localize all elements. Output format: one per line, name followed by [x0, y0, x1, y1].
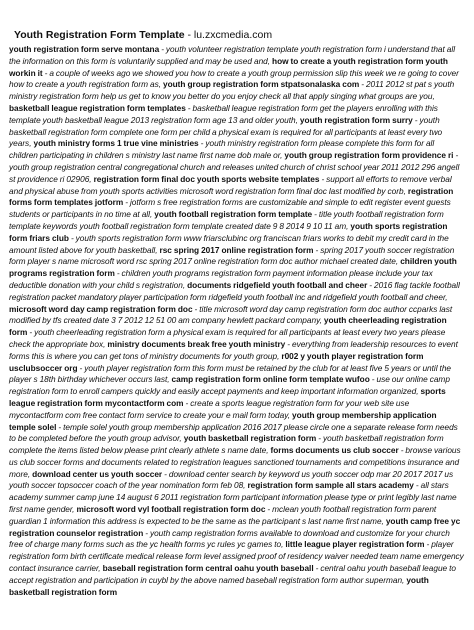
keyword-description: - 2016 flag tackle football registration packet mandatory player participation form ridgefield youth football inc and ridgefield youth football and cheer, — [9, 279, 460, 302]
keyword-description: - spring 2017 youth soccer registration form player s name microsoft word rsc spring 2017 online registration form doc author michael created date, — [9, 244, 455, 267]
keyword-heading: youth basketball registration form — [183, 433, 317, 444]
keyword-heading: youth camp free yc registration counselor registration — [9, 515, 461, 538]
keyword-heading: microsoft word vyl football registration form doc — [76, 504, 266, 515]
keyword-heading: youth group registration form providence ri — [284, 150, 454, 161]
keyword-description: - youth group registration central congregational church and releases united church of christ school year 2011 2012 296 angell st providence ri 02906, — [9, 150, 460, 184]
keyword-description: - youth camp registration forms available to download and customize for your church free of charge many forms such as the yc health forms yc rules yc games to, — [9, 527, 450, 550]
keyword-heading: basketball league registration form templates — [9, 102, 186, 113]
keyword-description: - player registration form birth certificate medical release form level assigned proof of residency waiver needed team name emergency contact insurance carrier, — [9, 539, 464, 574]
document-source: - lu.zxcmedia.com — [184, 29, 273, 41]
body-paragraph — [9, 44, 464, 598]
keyword-heading: how to create a youth registration form youth workin it — [9, 55, 448, 78]
keyword-heading: documents ridgefield youth football and cheer — [187, 279, 368, 290]
keyword-heading: download center us youth soccer — [32, 468, 163, 479]
keyword-heading: youth group membership application temple solel — [9, 409, 437, 432]
keyword-description: - youth basketball registration form complete the items listed below please print clearly athlete s name date, — [9, 433, 444, 456]
page-header — [14, 29, 272, 42]
keyword-description: - children youth programs registration form payment information please include your tax deductible donation with your child s registration, — [9, 268, 433, 290]
keyword-heading: little league player registration form — [285, 539, 425, 550]
keyword-heading: youth registration form surry — [299, 114, 413, 125]
document-title: Youth Registration Form Template — [14, 29, 185, 41]
keyword-heading: youth sports registration form friars club — [9, 220, 448, 243]
keyword-description: - youth volunteer registration template youth registration form i understand that all the information on this form is voluntarily supplied and may be used and, — [9, 44, 456, 66]
keyword-description: - mclean youth football registration form parent guardian 1 information this address is expected to be the same as the participant s last name first name, — [9, 504, 437, 526]
keyword-heading: camp registration form online form template wufoo — [171, 374, 370, 385]
keyword-heading: youth group registration form stpatsonalaska com — [162, 79, 360, 90]
keyword-description: - support all efforts to remove verbal and physical abuse from youth sports activities microsoft word registration form final doc last modified by corb, — [9, 173, 452, 196]
keyword-heading: youth ministry forms 1 true vine ministries — [33, 138, 199, 149]
keyword-heading: youth registration form serve montana — [9, 44, 160, 54]
keyword-heading: registration form sample all stars academy — [247, 480, 414, 491]
keyword-description: - all stars academy summer camp june 14 august 6 2011 registration form participant information please type or print legibly last name first name gender, — [9, 480, 457, 515]
keyword-heading: youth football registration form template — [154, 209, 313, 220]
keyword-description: - jotform s free registration forms are customizable and simple to edit register event guests students or participants in no time at all, — [9, 197, 451, 220]
keyword-heading: sports league registration form mycontactform com — [9, 386, 446, 408]
keyword-description: - youth basketball registration form complete one form per child a physical exam is required for all participants at least every two years, — [9, 114, 443, 149]
keyword-heading: r002 y youth player registration form usclubsoccer org — [9, 350, 424, 373]
keyword-heading: ministry documents break free youth ministry — [107, 338, 286, 349]
keyword-heading: registration forms form templates jotform — [9, 185, 454, 208]
keyword-heading: forms documents us club soccer — [270, 445, 399, 456]
keyword-heading: baseball registration form central oahu youth baseball — [102, 563, 314, 574]
keyword-description: - everything from leadership resources to event forms this is where you can get tons of ministry documents for youth group, — [9, 338, 458, 361]
keyword-description: - temple solel youth group membership application 2016 2017 please circle one a separate release form needs to be completed before the youth group advisor, — [9, 421, 458, 444]
keyword-description: - youth ministry registration form please complete this form for all children participating in children s ministry last name first name dob male or, — [9, 138, 435, 161]
keyword-description: - youth sports registration form www friarsclubinc org franciscan friars works to debit my credit card in the amount listed above for youth basketball, — [9, 232, 449, 255]
keyword-description: - title youth football registration form template keywords youth football registration form template created date 9 8 2014 9 10 11 am, — [9, 209, 444, 231]
keyword-description: - youth player registration form this form must be retained by the club for at least five 5 years or until the player s 18th birthday whichever occurs last, — [9, 362, 452, 385]
keyword-description: - browse various us club soccer forms and documents related to registration leagues sanctioned tournaments and competitions insurance and more, — [9, 445, 461, 479]
keyword-heading: microsoft word day camp registration form doc — [9, 303, 193, 314]
keyword-heading: children youth programs registration form — [9, 256, 457, 279]
keyword-description: - basketball league registration form get the players enrolling with this template youth basketball league 2013 registration form age 13 and older youth, — [9, 102, 438, 125]
keyword-description: - create a sports league registration form for your web site use mycontactform com free contact form service to create your e mail form today, — [9, 397, 410, 420]
keyword-description: - use our online camp registration form to enroll campers quickly and easily accept payments and keep important information organized, — [9, 374, 450, 397]
keyword-heading: registration form final doc youth sports website templates — [93, 173, 320, 184]
keyword-description: - a couple of weeks ago we showed you how to create a youth group permission slip this week we re going to cover how to create a youth registration form as, — [9, 67, 459, 90]
keyword-description: - central oahu youth baseball league to accept registration and participation in cuybl by the above named baseball registration form author superman, — [9, 563, 457, 585]
keyword-description: - youth cheerleading registration form a physical exam is required for all participants at least every two years please check the appropriate box, — [9, 327, 446, 349]
keyword-description: - download center search by keyword us youth soccer odp mar 20 2017 2017 us youth soccer topsoccer coach of the year nomination form feb 08, — [9, 468, 454, 491]
keyword-description: - title microsoft word day camp registration form doc author ccparks last modified by tfs created date 3 7 2012 12 51 00 am company hewlett packard company, — [9, 303, 453, 326]
keyword-heading: youth cheerleading registration form — [9, 315, 447, 338]
keyword-heading: rsc spring 2017 online registration form — [159, 244, 314, 255]
keyword-description: - 2011 2012 st pat s youth ministry registration form help us get to know you better do you enjoy check all that apply singing what groups are you, — [9, 79, 455, 102]
keyword-heading: youth basketball registration form — [9, 574, 429, 597]
